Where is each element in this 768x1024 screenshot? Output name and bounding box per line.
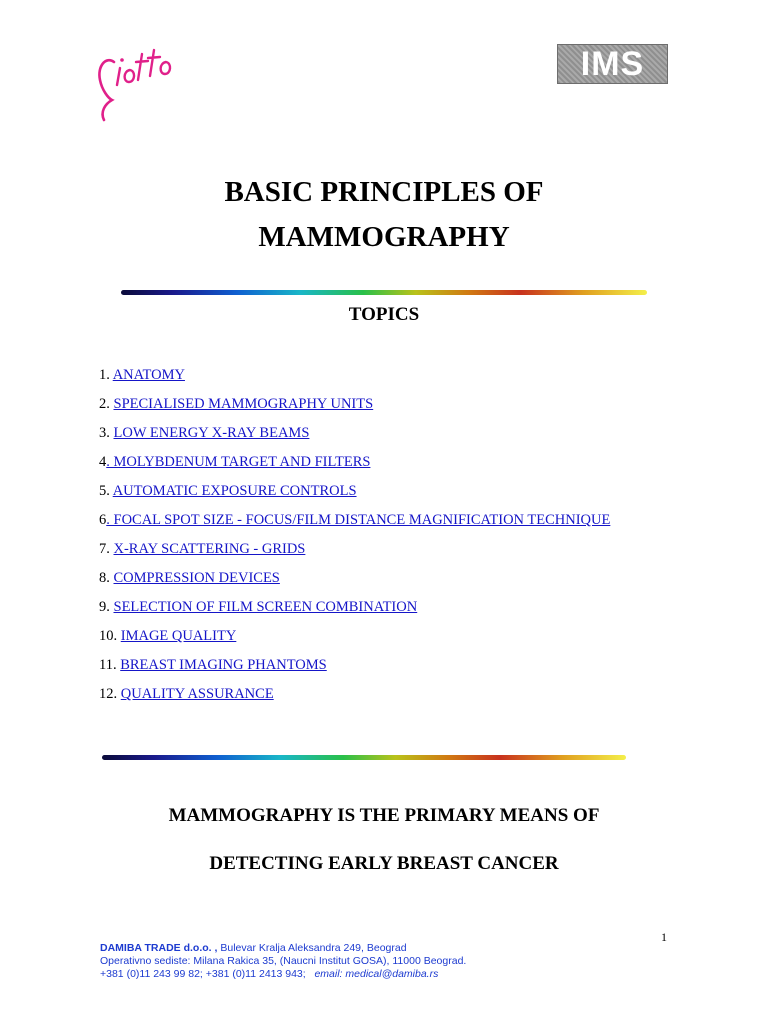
giotto-logo [92, 40, 182, 126]
rainbow-divider-top [121, 290, 647, 295]
topic-link-xray-beams[interactable]: LOW ENERGY X-RAY BEAMS [113, 425, 310, 441]
topic-link-molybdenum[interactable]: . MOLYBDENUM TARGET AND FILTERS [106, 454, 371, 470]
statement-line1: MAMMOGRAPHY IS THE PRIMARY MEANS OF [168, 805, 600, 826]
topic-link-exposure[interactable]: AUTOMATIC EXPOSURE CONTROLS [112, 483, 357, 499]
topic-item-scattering [99, 540, 610, 569]
topic-number: 3. [99, 425, 114, 441]
ims-logo-text: IMS [580, 45, 645, 83]
topic-link-compression[interactable]: COMPRESSION DEVICES [113, 570, 280, 586]
topic-number: 4 [99, 454, 107, 470]
topic-link-image-quality[interactable]: IMAGE QUALITY [120, 628, 237, 644]
topic-item-film-screen [99, 598, 610, 627]
topic-item-image-quality [99, 627, 610, 656]
topics-list [99, 366, 610, 714]
footer-line3 [100, 968, 466, 981]
topic-number: 9. [99, 599, 114, 615]
topic-item-phantoms [99, 656, 610, 685]
document-title-line1: BASIC PRINCIPLES OF [224, 176, 544, 208]
footer-email[interactable]: email: medical@damiba.rs [314, 968, 439, 980]
topic-item-anatomy [99, 366, 610, 395]
topic-number: 12. [99, 686, 121, 702]
topics-heading: TOPICS [348, 304, 420, 325]
topic-link-focal-spot[interactable]: . FOCAL SPOT SIZE - FOCUS/FILM DISTANCE MAGNIFICATION TECHNIQUE [106, 512, 611, 528]
topic-link-units[interactable]: SPECIALISED MAMMOGRAPHY UNITS [113, 396, 374, 412]
topic-number: 5. [99, 483, 113, 499]
rainbow-divider-bottom [102, 755, 626, 760]
topic-item-molybdenum [99, 453, 610, 482]
page-number: 1 [661, 930, 667, 944]
footer-company: DAMIBA TRADE d.o.o. , [100, 942, 218, 954]
footer-contact [100, 942, 466, 981]
topic-item-xray-beams [99, 424, 610, 453]
topic-number: 11. [99, 657, 121, 673]
topic-item-focal-spot [99, 511, 610, 540]
footer-line1 [100, 942, 466, 955]
topic-link-anatomy[interactable]: ANATOMY [112, 367, 185, 383]
statement-line2: DETECTING EARLY BREAST CANCER [209, 853, 559, 874]
topic-number: 7. [99, 541, 114, 557]
topic-item-units [99, 395, 610, 424]
document-title-line2: MAMMOGRAPHY [258, 221, 510, 253]
topic-item-quality-assurance [99, 685, 610, 714]
footer-phones: +381 (0)11 243 99 82; +381 (0)11 2413 943; [100, 968, 306, 980]
topic-item-compression [99, 569, 610, 598]
topic-number: 8. [99, 570, 114, 586]
topic-number: 10. [99, 628, 121, 644]
topic-number: 6 [99, 512, 107, 528]
topic-link-quality-assurance[interactable]: QUALITY ASSURANCE [120, 686, 274, 702]
topic-item-exposure [99, 482, 610, 511]
ims-logo [557, 44, 668, 84]
footer-address: Bulevar Kralja Aleksandra 249, Beograd [217, 942, 407, 954]
topic-link-phantoms[interactable]: BREAST IMAGING PHANTOMS [120, 657, 327, 673]
topic-number: 1. [99, 367, 113, 383]
footer-line2: Operativno sediste: Milana Rakica 35, (Naucni Institut GOSA), 11000 Beograd. [100, 955, 467, 967]
topic-number: 2. [99, 396, 114, 412]
topic-link-film-screen[interactable]: SELECTION OF FILM SCREEN COMBINATION [113, 599, 418, 615]
topic-link-scattering[interactable]: X-RAY SCATTERING - GRIDS [113, 541, 306, 557]
